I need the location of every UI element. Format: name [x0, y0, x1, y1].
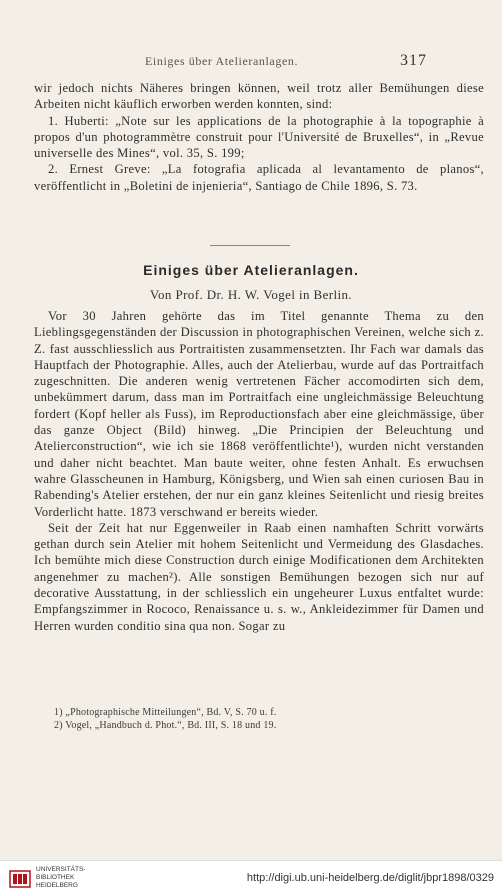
reference-item-1: 1. Huberti: „Note sur les applications de la photographie à la topographie à propos d'un photogrammètre construit pour l'Université de Bruxelles“, in „Revue universelle des Mines“, vol. 35, S. 199;	[34, 113, 484, 161]
body-paragraph-1: Vor 30 Jahren gehörte das im Titel genannte Thema zu den Lieblingsgegenständen der Discussion in photographischen Vereinen, welche sich z. Z. fast ausschliesslich aus Portraitisten zusammensetzten. Ihr Fach war damals das Hauptfach der Photographie. Alles, auch der Atelierbau, wurde auf das Portraitfach zugeschnitten. Die anderen wenig vertretenen Fächer accomodirten sich dem, unbekümmert darum, dass man im Portraitfach eine ungleichmässige Beleuchtung fordert (Kopf heller als Fuss), im Reproductionsfach aber eine gleichmässige, über das ganze Object (Bild) hinweg. „Die Principien der Beleuchtung und Atelierconstruction“, wie ich sie 1868 veröffentlichte¹), wurden nicht verstanden und daher nicht beachtet. Man baute weiter, ohne festen Anhalt. Es erwuchsen wahre Glasscheunen in Hamburg, Königsberg, und Wien sah einen curiosen Bau in Rabending's Atelier erstehen, der nur ein ganz kleines Seitenlicht und riesig breites Vorderlicht hatte. 1873 verschwand er bereits wieder.	[34, 309, 484, 519]
footer-bar	[0, 860, 502, 896]
library-name-line-2: BIBLIOTHEK	[36, 874, 75, 881]
footnote-2: 2) Vogel, „Handbuch d. Phot.“, Bd. III, S. 18 und 19.	[54, 720, 277, 731]
running-title: Einiges über Atelieranlagen.	[145, 54, 299, 68]
library-name-line-1: UNIVERSITÄTS-	[36, 866, 86, 873]
continuation-paragraph: wir jedoch nichts Näheres bringen können, weil trotz aller Bemühungen diese Arbeiten nicht käuflich erworben werden konnten, sind:	[34, 81, 484, 112]
article-title: Einiges über Atelieranlagen.	[143, 262, 359, 278]
article-byline: Von Prof. Dr. H. W. Vogel in Berlin.	[149, 287, 353, 302]
page-header	[0, 52, 502, 72]
library-name-line-3: HEIDELBERG	[36, 882, 78, 889]
library-name	[36, 866, 85, 890]
page-number: 317	[400, 52, 427, 69]
article-body	[34, 308, 484, 634]
body-paragraph-2: Seit der Zeit hat nur Eggenweiler in Raab einen namhaften Schritt vorwärts gethan durch sein Atelier mit hohem Seitenlicht und Vermeidung des Glasdaches. Ich bemühte mich diese Construction durch einige Modificationen dem Architekten angenehmer zu machen²). Alle sonstigen Bemühungen bezogen sich nur auf decorative Ausstattung, in der schliesslich ein ungeheurer Luxus entfaltet wurde: Empfangszimmer in Rococo, Renaissance u. s. w., Ankleidezimmer für Damen und Herren wurden conditio sina qua non. Sogar zu	[34, 520, 484, 633]
footnote-1: 1) „Photographische Mitteilungen“, Bd. V, S. 70 u. f.	[54, 707, 277, 718]
reference-item-2: 2. Ernest Greve: „La fotografia aplicada al levantamento de planos“, veröffentlicht in „Boletini de injenieria“, Santiago de Chile 1896, S. 73.	[34, 162, 484, 193]
university-library-logo-icon	[8, 867, 32, 891]
footnotes	[34, 706, 484, 732]
continuation-text	[34, 80, 484, 194]
permalink-url[interactable]: http://digi.ub.uni-heidelberg.de/diglit/jbpr1898/0329	[246, 872, 494, 884]
section-divider	[210, 245, 290, 246]
